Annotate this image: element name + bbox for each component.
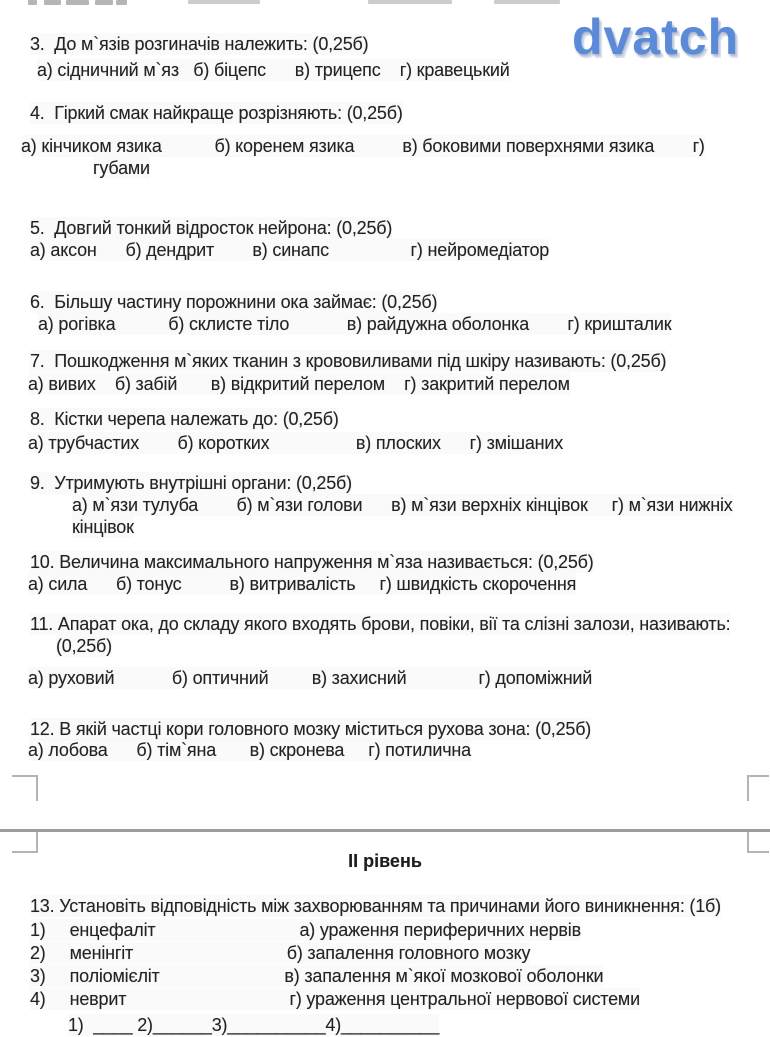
match-item-4: 4) неврит г) ураження центральної нервової системи <box>30 989 640 1009</box>
page-boundary-mark-right-top-v <box>747 775 749 801</box>
clipped-text-fragment <box>66 0 89 5</box>
clipped-text-fragment <box>44 0 61 5</box>
question-5-options: а) аксон б) дендрит в) синапс г) нейромедіатор <box>30 240 550 260</box>
answer-blanks-line: 1) ____ 2)______3)__________4)__________ <box>68 1015 440 1035</box>
question-4-options-cont: губами <box>93 158 150 178</box>
match-item-2: 2) менінгіт б) запалення головного мозку <box>30 943 531 963</box>
question-9-options-cont: кінцівок <box>72 517 134 537</box>
question-11-text: 11. Апарат ока, до складу якого входять брови, повіки, вії та слізні залози, називають: <box>30 614 731 634</box>
question-12-text: 12. В якій частці кори головного мозку міститься рухова зона: (0,25б) <box>30 719 592 739</box>
question-6-options: а) рогівка б) склисте тіло в) райдужна оболонка г) кришталик <box>38 314 672 334</box>
question-4-text: 4. Гіркий смак найкраще розрізняють: (0,25б) <box>30 103 403 123</box>
question-11-text-cont: (0,25б) <box>56 636 112 656</box>
question-7-text: 7. Пошкодження м`яких тканин з крововиливами під шкіру називають: (0,25б) <box>30 351 667 371</box>
clipped-text-fragment <box>368 0 452 4</box>
clipped-text-fragment <box>95 0 113 5</box>
match-item-1: 1) енцефаліт а) ураження периферичних нервів <box>30 920 581 940</box>
question-8-options: а) трубчастих б) коротких в) плоских г) змішаних <box>28 433 564 453</box>
page-boundary-mark-right-top-h <box>747 775 769 777</box>
question-12-options: а) лобова б) тім`яна в) скронева г) потилична <box>28 740 471 760</box>
question-9-options: а) м`язи тулуба б) м`язи голови в) м`язи верхніх кінцівок г) м`язи нижніх <box>72 495 733 515</box>
question-3-text: 3. До м`язів розгиначів належить: (0,25б) <box>30 34 369 54</box>
watermark-text: dvatch <box>572 9 740 65</box>
clipped-text-fragment <box>28 0 37 5</box>
question-10-options: а) сила б) тонус в) витривалість г) швидкість скорочення <box>28 574 577 594</box>
page-separator-line <box>0 829 770 832</box>
question-8-text: 8. Кістки черепа належать до: (0,25б) <box>30 409 339 429</box>
clipped-text-fragment <box>188 0 260 4</box>
page-boundary-mark-left-top-v <box>36 775 38 801</box>
match-item-3: 3) поліомієліт в) запалення м`якої мозкової оболонки <box>30 966 604 986</box>
clipped-text-fragment <box>494 0 560 4</box>
question-5-text: 5. Довгий тонкий відросток нейрона: (0,25б) <box>30 218 393 238</box>
question-7-options: а) вивих б) забій в) відкритий перелом г) закритий перелом <box>28 374 570 394</box>
clipped-text-fragment <box>116 0 127 5</box>
question-6-text: 6. Більшу частину порожнини ока займає: (0,25б) <box>30 292 438 312</box>
question-9-text: 9. Утримують внутрішні органи: (0,25б) <box>30 473 352 493</box>
question-10-text: 10. Величина максимального напруження м`яза називається: (0,25б) <box>30 552 594 572</box>
question-13-text: 13. Установіть відповідність між захворюванням та причинами його виникнення: (1б) <box>30 896 721 916</box>
section-2-heading: ІІ рівень <box>348 851 422 871</box>
question-4-options: а) кінчиком язика б) коренем язика в) боковими поверхнями язика г) <box>21 136 705 156</box>
question-11-options: а) руховий б) оптичний в) захисний г) допоміжний <box>28 668 593 688</box>
page-boundary-mark-left-top-h <box>12 775 38 777</box>
question-3-options: а) сідничний м`яз б) біцепс в) трицепс г) кравецький <box>37 60 510 80</box>
